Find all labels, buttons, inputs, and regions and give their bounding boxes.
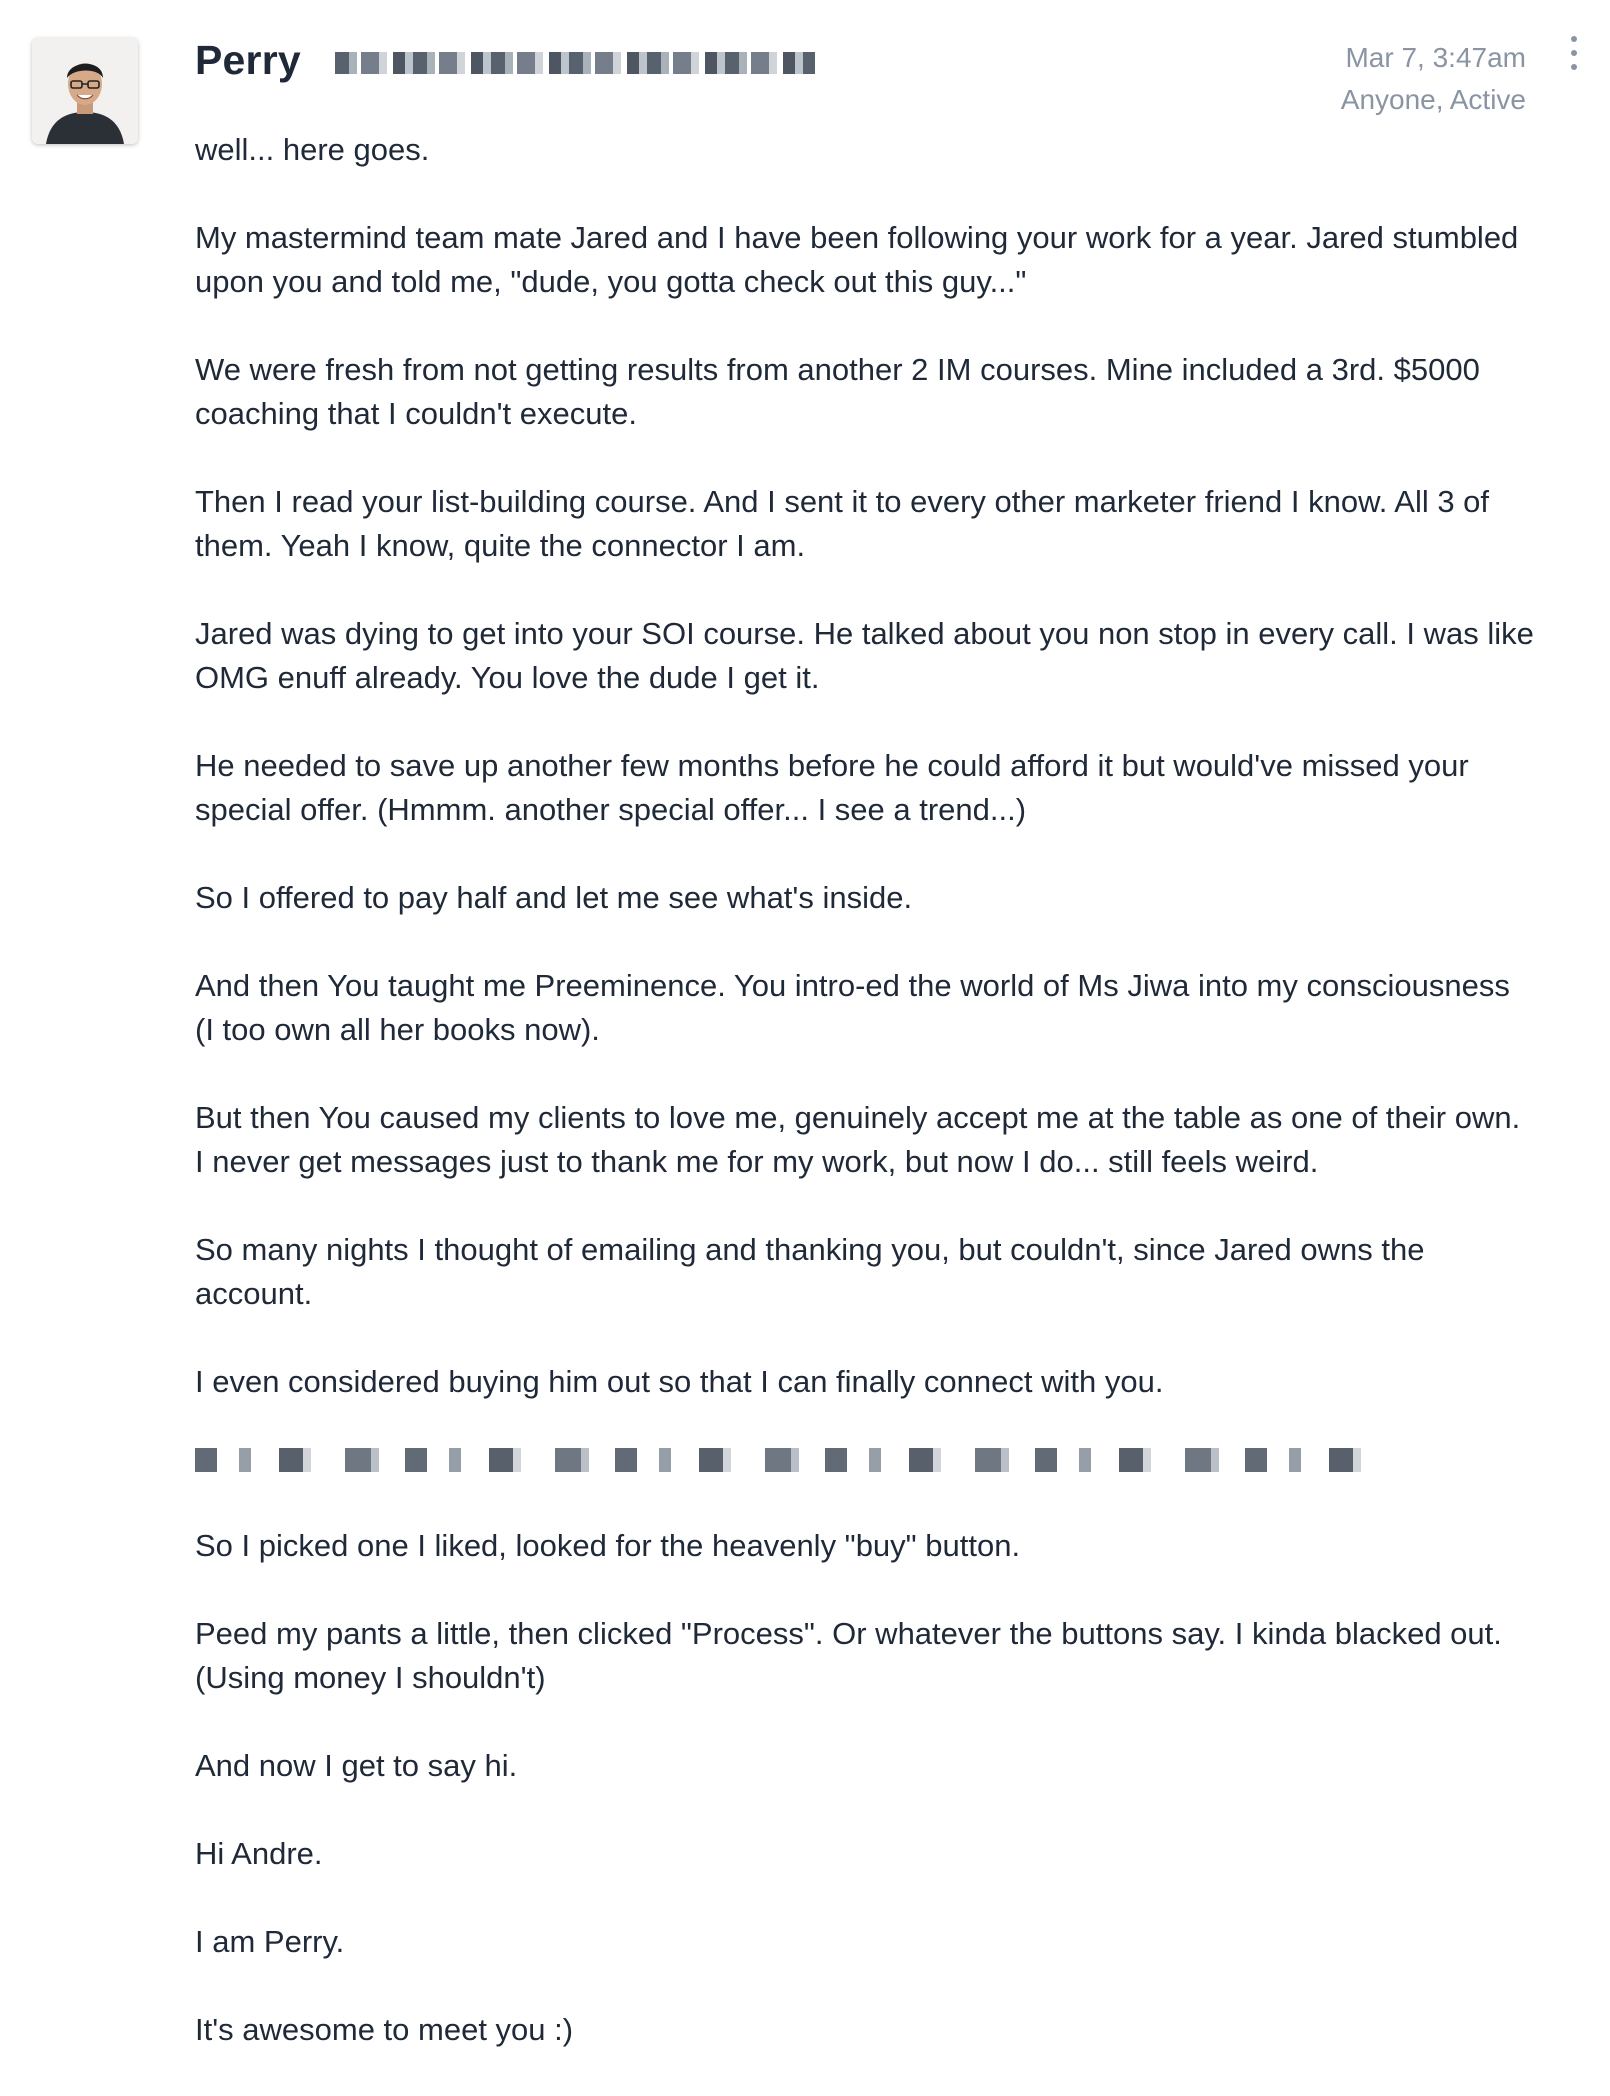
visibility-status: Anyone, Active [1340, 84, 1526, 115]
message-header [195, 30, 815, 90]
message-paragraph: Peed my pants a little, then clicked "Process". Or whatever the buttons say. I kinda blacked out. (Using money I shouldn't) [195, 1616, 1502, 1695]
message-paragraph: So I offered to pay half and let me see what's inside. [195, 880, 913, 915]
message-meta [1341, 38, 1526, 120]
redacted-line [195, 1448, 1391, 1472]
message-paragraph: It's awesome to meet you :) [195, 2012, 574, 2047]
message-body [195, 128, 1535, 2096]
message-paragraph: So many nights I thought of emailing and thanking you, but couldn't, since Jared owns the account. [195, 1232, 1425, 1311]
message-paragraph: And now I get to say hi. [195, 1748, 518, 1783]
message-paragraph: We were fresh from not getting results from another 2 IM courses. Mine included a 3rd. $5000 coaching that I couldn't execute. [195, 352, 1480, 431]
message-paragraph: Hi Andre. [195, 1836, 323, 1871]
avatar[interactable] [32, 38, 138, 144]
redacted-subject [335, 52, 815, 74]
message-paragraph: He needed to save up another few months before he could afford it but would've missed your special offer. (Hmmm. another special offer... I see a trend...) [195, 748, 1469, 827]
message-paragraph: But then You caused my clients to love me, genuinely accept me at the table as one of their own. I never get messages just to thank me for my work, but now I do... still feels weird. [195, 1100, 1521, 1179]
message-paragraph: Jared was dying to get into your SOI course. He talked about you non stop in every call. I was like OMG enuff already. You love the dude I get it. [195, 616, 1534, 695]
message-paragraph: My mastermind team mate Jared and I have been following your work for a year. Jared stumbled upon you and told me, "dude, you gotta check out this guy..." [195, 220, 1519, 299]
avatar-photo [32, 38, 138, 144]
message-paragraph: So I picked one I liked, looked for the heavenly "buy" button. [195, 1528, 1021, 1563]
message-paragraph: And then You taught me Preeminence. You intro-ed the world of Ms Jiwa into my consciousness (I too own all her books now). [195, 968, 1510, 1047]
sender-name[interactable]: Perry [195, 36, 301, 83]
message-paragraph: well... here goes. [195, 132, 430, 167]
message-paragraph: I am Perry. [195, 1924, 345, 1959]
more-vertical-icon[interactable] [1564, 36, 1584, 70]
message-paragraph: I even considered buying him out so that I can finally connect with you. [195, 1364, 1164, 1399]
message-date: Mar 7, 3:47am [1345, 42, 1526, 73]
message-paragraph: Then I read your list-building course. And I sent it to every other marketer friend I know. All 3 of them. Yeah I know, quite the connector I am. [195, 484, 1490, 563]
